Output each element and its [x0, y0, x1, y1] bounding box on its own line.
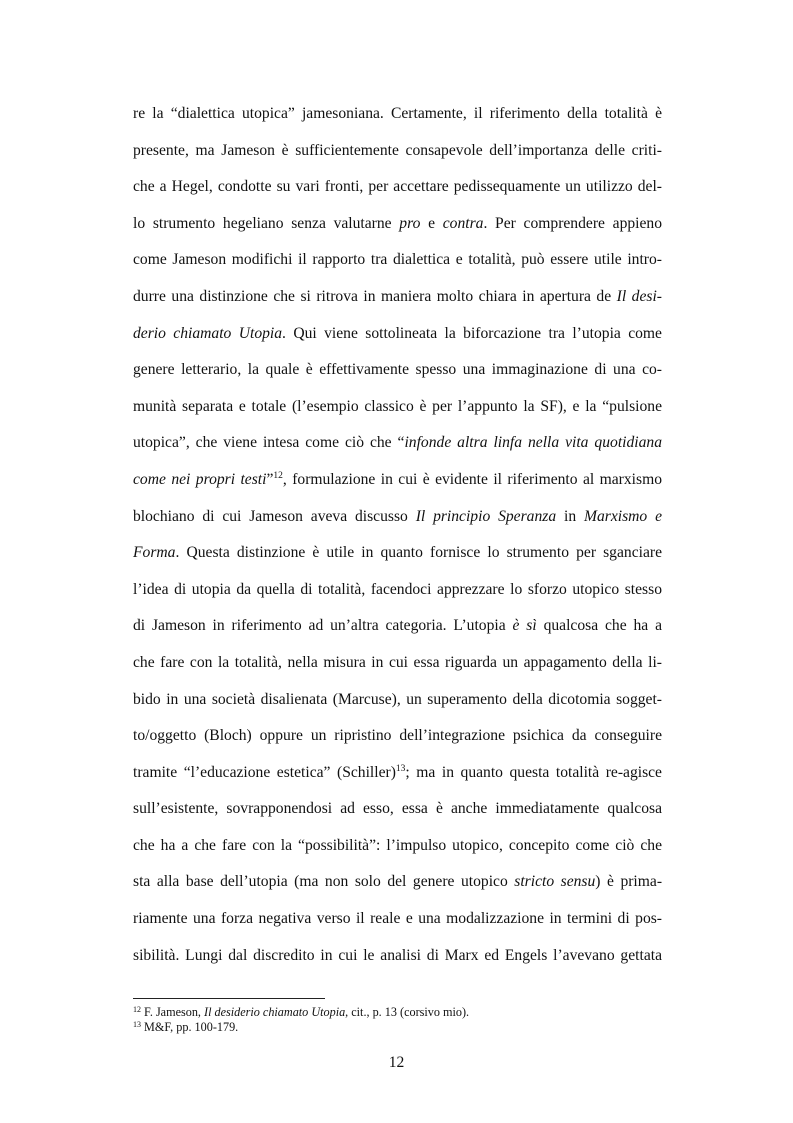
text-line: di Jameson in riferimento ad un’altra categoria. L’utopia è sì qualcosa che ha a — [133, 617, 662, 635]
text-line: genere letterario, la quale è effettivamente spesso una immaginazione di una co- — [133, 361, 662, 379]
text-line: riamente una forza negativa verso il reale e una modalizzazione in termini di pos- — [133, 910, 662, 928]
text-line: tramite “l’educazione estetica” (Schiller)$^{13}$; ma in quanto questa totalità re-agisce — [133, 763, 662, 781]
text-line: lo strumento hegeliano senza valutarne pro e contra. Per comprendere appieno — [133, 214, 663, 232]
body-text — [133, 96, 662, 974]
text-line: to/oggetto (Bloch) oppure un ripristino dell’integrazione psichica da conseguire — [133, 727, 662, 745]
text-line: l’idea di utopia da quella di totalità, facendoci apprezzare lo sforzo utopico stesso — [133, 580, 662, 598]
text-line: utopica”, che viene intesa come ciò che “infonde altra linfa nella vita quotidiana — [133, 434, 662, 452]
text-line: Forma. Questa distinzione è utile in quanto fornisce lo strumento per sganciare — [133, 544, 662, 562]
text-line: che a Hegel, condotte su vari fronti, per accettare pedissequamente un utilizzo del- — [133, 178, 662, 196]
text-line: come nei propri testi”$^{12}$, formulazione in cui è evidente il riferimento al marxismo — [133, 470, 662, 488]
text-line: derio chiamato Utopia. Qui viene sottolineata la biforcazione tra l’utopia come — [133, 324, 662, 342]
text-line: sull’esistente, sovrapponendosi ad esso, essa è anche immediatamente qualcosa — [133, 800, 662, 818]
footnote-divider — [133, 998, 325, 999]
footnote-ref-13[interactable]: 13 — [395, 763, 406, 774]
text-line: durre una distinzione che si ritrova in maniera molto chiara in apertura de Il desi- — [133, 287, 662, 305]
page-number: 12 — [388, 1054, 405, 1071]
text-line: presente, ma Jameson è sufficientemente consapevole dell’importanza delle criti- — [133, 141, 662, 159]
text-line: sibilità. Lungi dal discredito in cui le analisi di Marx ed Engels l’avevano gettata — [133, 946, 662, 964]
text-line: che ha a che fare con la “possibilità”: l’impulso utopico, concepito come ciò che — [133, 836, 662, 854]
text-line: come Jameson modifichi il rapporto tra dialettica e totalità, può essere utile intro- — [133, 251, 662, 269]
text-line: bido in una società disalienata (Marcuse), un superamento della dicotomia sogget- — [133, 690, 662, 708]
text-line: munità separata e totale (l’esempio classico è per l’appunto la SF), e la “pulsione — [133, 397, 662, 415]
footnotes — [133, 1005, 662, 1034]
text-line: re la “dialettica utopica” jamesoniana. Certamente, il riferimento della totalità è — [133, 105, 662, 122]
footnote-ref-12[interactable]: 12 — [273, 470, 283, 481]
footnote-13: $^{13}$ M&F, pp. 100-179. — [133, 1019, 239, 1034]
text-line: sta alla base dell’utopia (ma non solo del genere utopico stricto sensu) è prima- — [133, 873, 663, 891]
footnote-12: $^{12}$ F. Jameson, Il desiderio chiamato Utopia, cit., p. 13 (corsivo mio). — [133, 1005, 470, 1019]
text-line: blochiano di cui Jameson aveva discusso Il principio Speranza in Marxismo e — [133, 507, 662, 525]
text-line: che fare con la totalità, nella misura in cui essa riguarda un appagamento della li- — [133, 653, 662, 671]
